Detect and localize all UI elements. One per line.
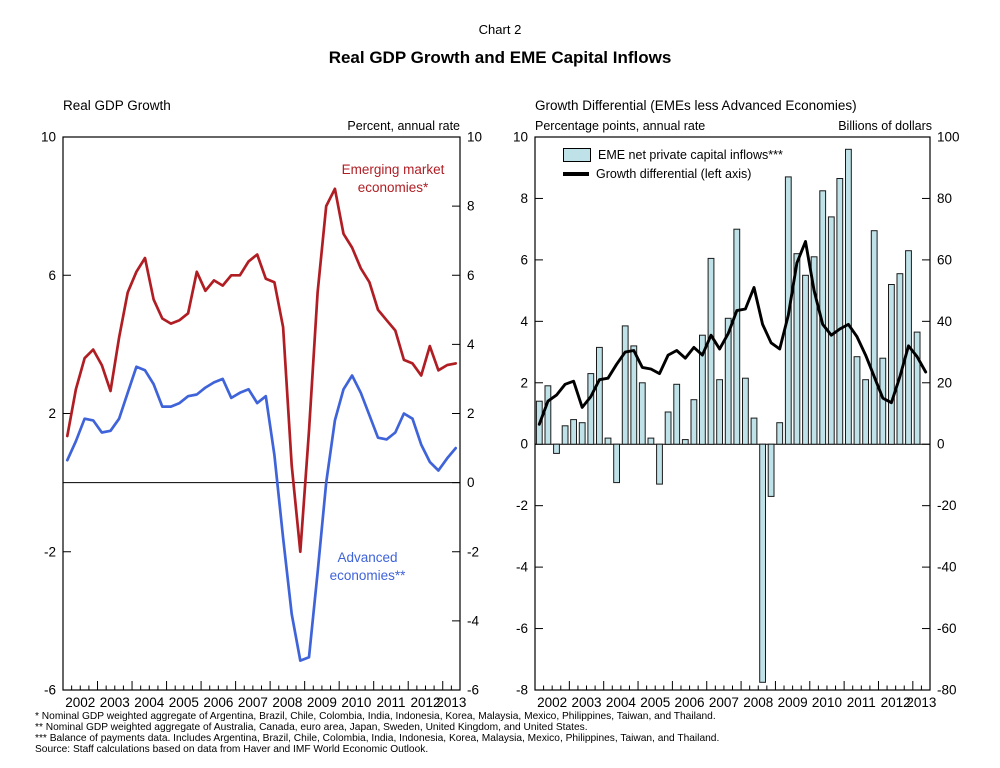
svg-text:8: 8: [520, 190, 528, 206]
svg-text:10: 10: [467, 129, 483, 145]
svg-text:-4: -4: [467, 613, 480, 629]
legend-item-line: [563, 164, 783, 183]
svg-text:6: 6: [520, 252, 528, 268]
svg-text:2011: 2011: [376, 695, 406, 710]
svg-text:2003: 2003: [571, 695, 602, 710]
svg-text:2003: 2003: [99, 695, 130, 710]
svg-text:-2: -2: [467, 544, 480, 560]
svg-text:20: 20: [937, 375, 953, 391]
svg-text:6: 6: [467, 267, 475, 283]
svg-text:2004: 2004: [134, 695, 165, 710]
svg-text:10: 10: [40, 129, 56, 145]
left-panel-unit-label: Percent, annual rate: [347, 119, 460, 133]
svg-text:2010: 2010: [341, 695, 372, 710]
svg-text:-4: -4: [515, 559, 528, 575]
svg-text:2012: 2012: [880, 695, 911, 710]
svg-text:80: 80: [937, 190, 953, 206]
svg-text:60: 60: [937, 252, 953, 268]
svg-text:-40: -40: [937, 559, 957, 575]
svg-text:8: 8: [467, 198, 475, 214]
svg-text:2009: 2009: [306, 695, 337, 710]
svg-text:-6: -6: [43, 682, 56, 698]
svg-text:-6: -6: [467, 682, 480, 698]
right-panel-right-unit-label: Billions of dollars: [838, 119, 932, 133]
svg-text:2004: 2004: [605, 695, 636, 710]
svg-text:2002: 2002: [537, 695, 568, 710]
svg-text:2012: 2012: [410, 695, 441, 710]
svg-text:2010: 2010: [811, 695, 842, 710]
svg-text:-2: -2: [515, 498, 528, 514]
svg-text:2002: 2002: [65, 695, 96, 710]
legend: [563, 145, 783, 183]
svg-text:6: 6: [48, 267, 56, 283]
page-title: Real GDP Growth and EME Capital Inflows: [328, 48, 672, 67]
svg-text:2008: 2008: [743, 695, 774, 710]
svg-text:2007: 2007: [708, 695, 739, 710]
svg-text:2005: 2005: [640, 695, 671, 710]
svg-text:4: 4: [467, 336, 475, 352]
right-panel-title: Growth Differential (EMEs less Advanced Economies): [535, 98, 857, 113]
bar-swatch-icon: [563, 148, 591, 162]
footnote-eme-aggregate: * Nominal GDP weighted aggregate of Argentina, Brazil, Chile, Colombia, India, Indonesia, Korea, Malaysia, Mexico, Philippines, Taiwan, and Thailand.: [35, 711, 716, 722]
svg-text:10: 10: [512, 129, 528, 145]
svg-text:2006: 2006: [203, 695, 234, 710]
svg-text:-60: -60: [937, 621, 957, 637]
svg-text:4: 4: [520, 313, 528, 329]
legend-line-label: Growth differential (left axis): [596, 166, 752, 181]
left-panel-title: Real GDP Growth: [63, 98, 171, 113]
footnote-source: Source: Staff calculations based on data from Haver and IMF World Economic Outlook.: [35, 744, 429, 755]
svg-text:2007: 2007: [237, 695, 268, 710]
svg-text:2006: 2006: [674, 695, 705, 710]
right-panel-left-unit-label: Percentage points, annual rate: [535, 119, 706, 133]
eme-series-annotation: Emerging market economies*: [341, 162, 445, 195]
legend-item-bars: [563, 145, 783, 164]
svg-text:2011: 2011: [846, 695, 876, 710]
svg-text:2013: 2013: [436, 695, 467, 710]
svg-text:0: 0: [467, 475, 475, 491]
svg-text:2: 2: [520, 375, 528, 391]
svg-text:-80: -80: [937, 682, 957, 698]
svg-text:2013: 2013: [906, 695, 937, 710]
svg-text:2009: 2009: [777, 695, 808, 710]
footnote-advanced-aggregate: ** Nominal GDP weighted aggregate of Australia, Canada, euro area, Japan, Sweden, United Kingdom, and United States.: [35, 722, 588, 733]
chart-number-label: Chart 2: [478, 22, 522, 37]
svg-text:2005: 2005: [168, 695, 199, 710]
svg-text:2: 2: [48, 406, 56, 421]
svg-text:100: 100: [937, 129, 960, 145]
svg-text:2008: 2008: [272, 695, 303, 710]
legend-bar-label: EME net private capital inflows***: [598, 147, 783, 162]
svg-text:-6: -6: [515, 621, 528, 637]
svg-text:-2: -2: [43, 544, 56, 560]
svg-text:0: 0: [520, 436, 528, 452]
advanced-series-annotation: Advanced economies**: [329, 550, 406, 583]
footnote-balance-of-payments: *** Balance of payments data. Includes Argentina, Brazil, Chile, Colombia, India, Indonesia, Korea, Malaysia, Mexico, Philippines, Taiwan, and Thailand.: [35, 733, 720, 744]
svg-text:0: 0: [937, 436, 945, 452]
line-swatch-icon: [563, 172, 589, 176]
svg-text:-20: -20: [937, 498, 957, 514]
svg-text:2: 2: [467, 406, 475, 421]
svg-text:40: 40: [937, 313, 953, 329]
svg-text:-8: -8: [515, 682, 528, 698]
